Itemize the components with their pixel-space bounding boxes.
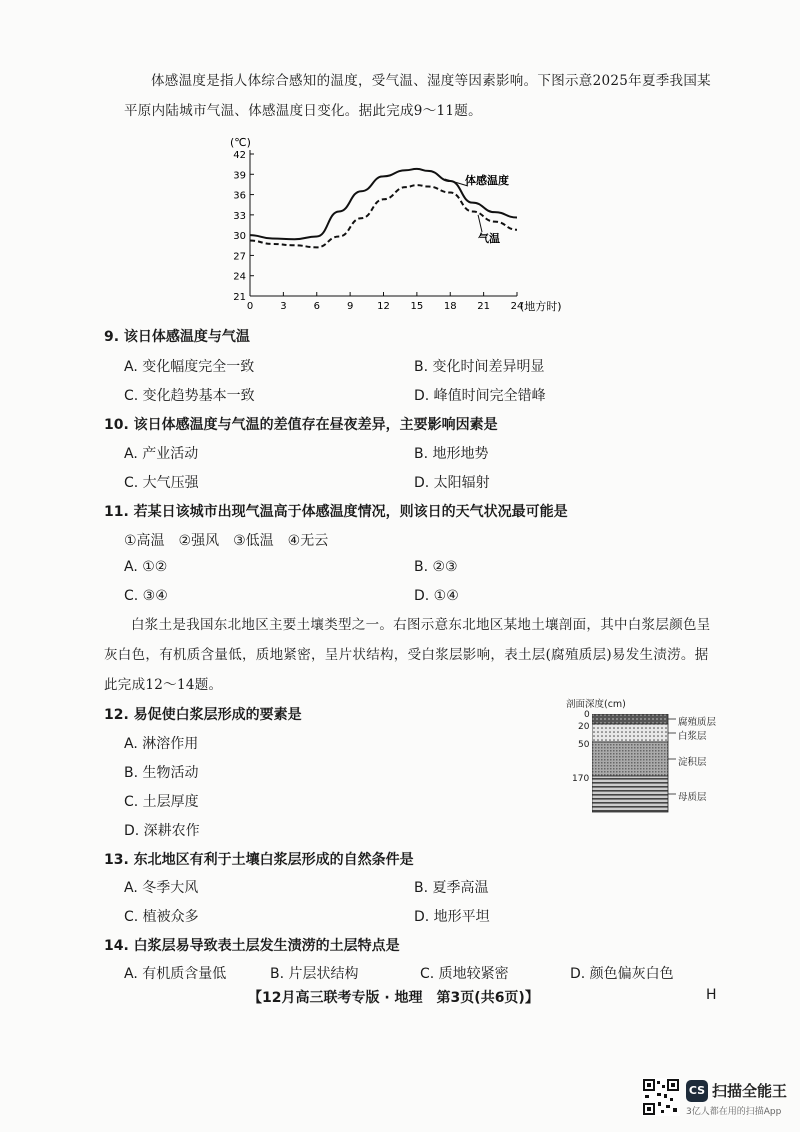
q14-option-a: A. 有机质含量低 [124, 966, 227, 982]
x-tick-label: 24 [510, 301, 524, 312]
q11-option-d: D. ①④ [414, 588, 459, 604]
q12-option-c: C. 土层厚度 [124, 794, 199, 810]
question-11-stem: 11. 若某日该城市出现气温高于体感温度情况，则该日的天气状况最可能是 [104, 504, 568, 520]
series-label-air-temp: 气温 [478, 232, 500, 245]
q11-option-b: B. ②③ [414, 559, 458, 575]
depth-170: 170 [572, 774, 590, 784]
y-tick-label: 36 [233, 190, 246, 202]
y-tick-label: 21 [233, 292, 246, 303]
q10-option-b: B. 地形地势 [414, 446, 489, 462]
x-tick-label: 21 [477, 301, 490, 312]
layer-label-parent: 母质层 [678, 792, 707, 803]
q9-option-d: D. 峰值时间完全错峰 [414, 388, 546, 404]
layer-albic-block [592, 724, 668, 742]
qr-code-icon [642, 1078, 680, 1116]
page-version-letter: H [706, 987, 717, 1003]
camscanner-logo-icon: CS [686, 1080, 708, 1102]
y-tick-label: 33 [233, 210, 246, 222]
q10-option-a: A. 产业活动 [124, 446, 199, 462]
page-footer: 【12月高三联考专版 · 地理 第3页(共6页)】 [248, 990, 539, 1006]
q12-option-b: B. 生物活动 [124, 765, 199, 781]
soil-profile-diagram [548, 696, 748, 816]
q12-option-d: D. 深耕农作 [124, 823, 200, 839]
depth-20: 20 [578, 722, 590, 732]
q10-option-d: D. 太阳辐射 [414, 475, 490, 491]
q13-option-d: D. 地形平坦 [414, 909, 490, 925]
intro-paragraph-2: 白浆土是我国东北地区主要土壤类型之一。右图示意东北地区某地土壤剖面，其中白浆层颜色呈灰白色，有机质含量低，质地紧密，呈片状结构，受白浆层影响，表土层(腐殖质层)易发生渍涝。据此完成12～14题。 [104, 617, 711, 693]
layer-label-illuvial: 淀积层 [678, 757, 707, 768]
label-leader-air-temp [478, 215, 482, 232]
layer-humus-block [592, 714, 668, 724]
series-label-feels-like: 体感温度 [465, 174, 509, 187]
q13-option-b: B. 夏季高温 [414, 880, 489, 896]
series-line-air-temp [250, 185, 517, 247]
q10-option-c: C. 大气压强 [124, 475, 199, 491]
chart-axes [250, 150, 517, 296]
y-tick-label: 24 [233, 271, 246, 283]
y-tick-label: 39 [233, 170, 246, 182]
q14-option-c: C. 质地较紧密 [420, 966, 509, 982]
question-13-stem: 13. 东北地区有利于土壤白浆层形成的自然条件是 [104, 852, 414, 868]
q11-option-c: C. ③④ [124, 588, 168, 604]
soil-depth-label: 剖面深度(cm) [566, 699, 626, 710]
q14-option-b: B. 片层状结构 [270, 966, 359, 982]
x-axis-unit: (地方时) [520, 300, 562, 313]
question-12-stem: 12. 易促使白浆层形成的要素是 [104, 707, 302, 723]
y-tick-label: 42 [233, 150, 246, 161]
watermark-title: 扫描全能王 [712, 1082, 788, 1100]
y-tick-label: 27 [233, 251, 246, 263]
y-axis-unit: (℃) [230, 136, 251, 149]
q9-option-b: B. 变化时间差异明显 [414, 359, 545, 375]
x-tick-label: 15 [410, 301, 424, 312]
layer-label-humus: 腐殖质层 [678, 717, 717, 728]
depth-0: 0 [584, 710, 590, 720]
q12-option-a: A. 淋溶作用 [124, 736, 199, 752]
y-tick-label: 30 [233, 231, 246, 243]
question-9-stem: 9. 该日体感温度与气温 [104, 329, 250, 345]
temperature-chart [220, 128, 580, 318]
question-14-stem: 14. 白浆层易导致表土层发生渍涝的土层特点是 [104, 938, 400, 954]
soil-layers-graphic [592, 714, 748, 814]
layer-label-albic: 白浆层 [678, 731, 707, 742]
q9-option-a: A. 变化幅度完全一致 [124, 359, 255, 375]
intro-paragraph-1: 体感温度是指人体综合感知的温度，受气温、湿度等因素影响。下图示意2025年夏季我国某平原内陆城市气温、体感温度日变化。据此完成9～11题。 [124, 73, 711, 119]
q14-option-d: D. 颜色偏灰白色 [570, 966, 674, 982]
x-tick-label: 18 [443, 301, 457, 312]
question-10-stem: 10. 该日体感温度与气温的差值存在昼夜差异，主要影响因素是 [104, 417, 498, 433]
x-tick-label: 9 [346, 301, 354, 312]
q11-option-a: A. ①② [124, 559, 168, 575]
depth-50: 50 [578, 740, 590, 750]
q13-option-c: C. 植被众多 [124, 909, 199, 925]
q9-option-c: C. 变化趋势基本一致 [124, 388, 255, 404]
layer-illuvial-block [592, 742, 668, 776]
layer-parent-block [592, 776, 668, 812]
x-tick-labels [247, 292, 524, 312]
q11-choices: ①高温 ②强风 ③低温 ④无云 [124, 533, 329, 549]
x-tick-label: 6 [313, 301, 320, 312]
y-tick-labels [233, 150, 254, 303]
x-tick-label: 0 [246, 301, 254, 312]
watermark-subtitle: 3亿人都在用的扫描App [686, 1107, 782, 1117]
x-tick-label: 12 [377, 301, 390, 312]
x-tick-label: 3 [280, 301, 287, 312]
q13-option-a: A. 冬季大风 [124, 880, 199, 896]
